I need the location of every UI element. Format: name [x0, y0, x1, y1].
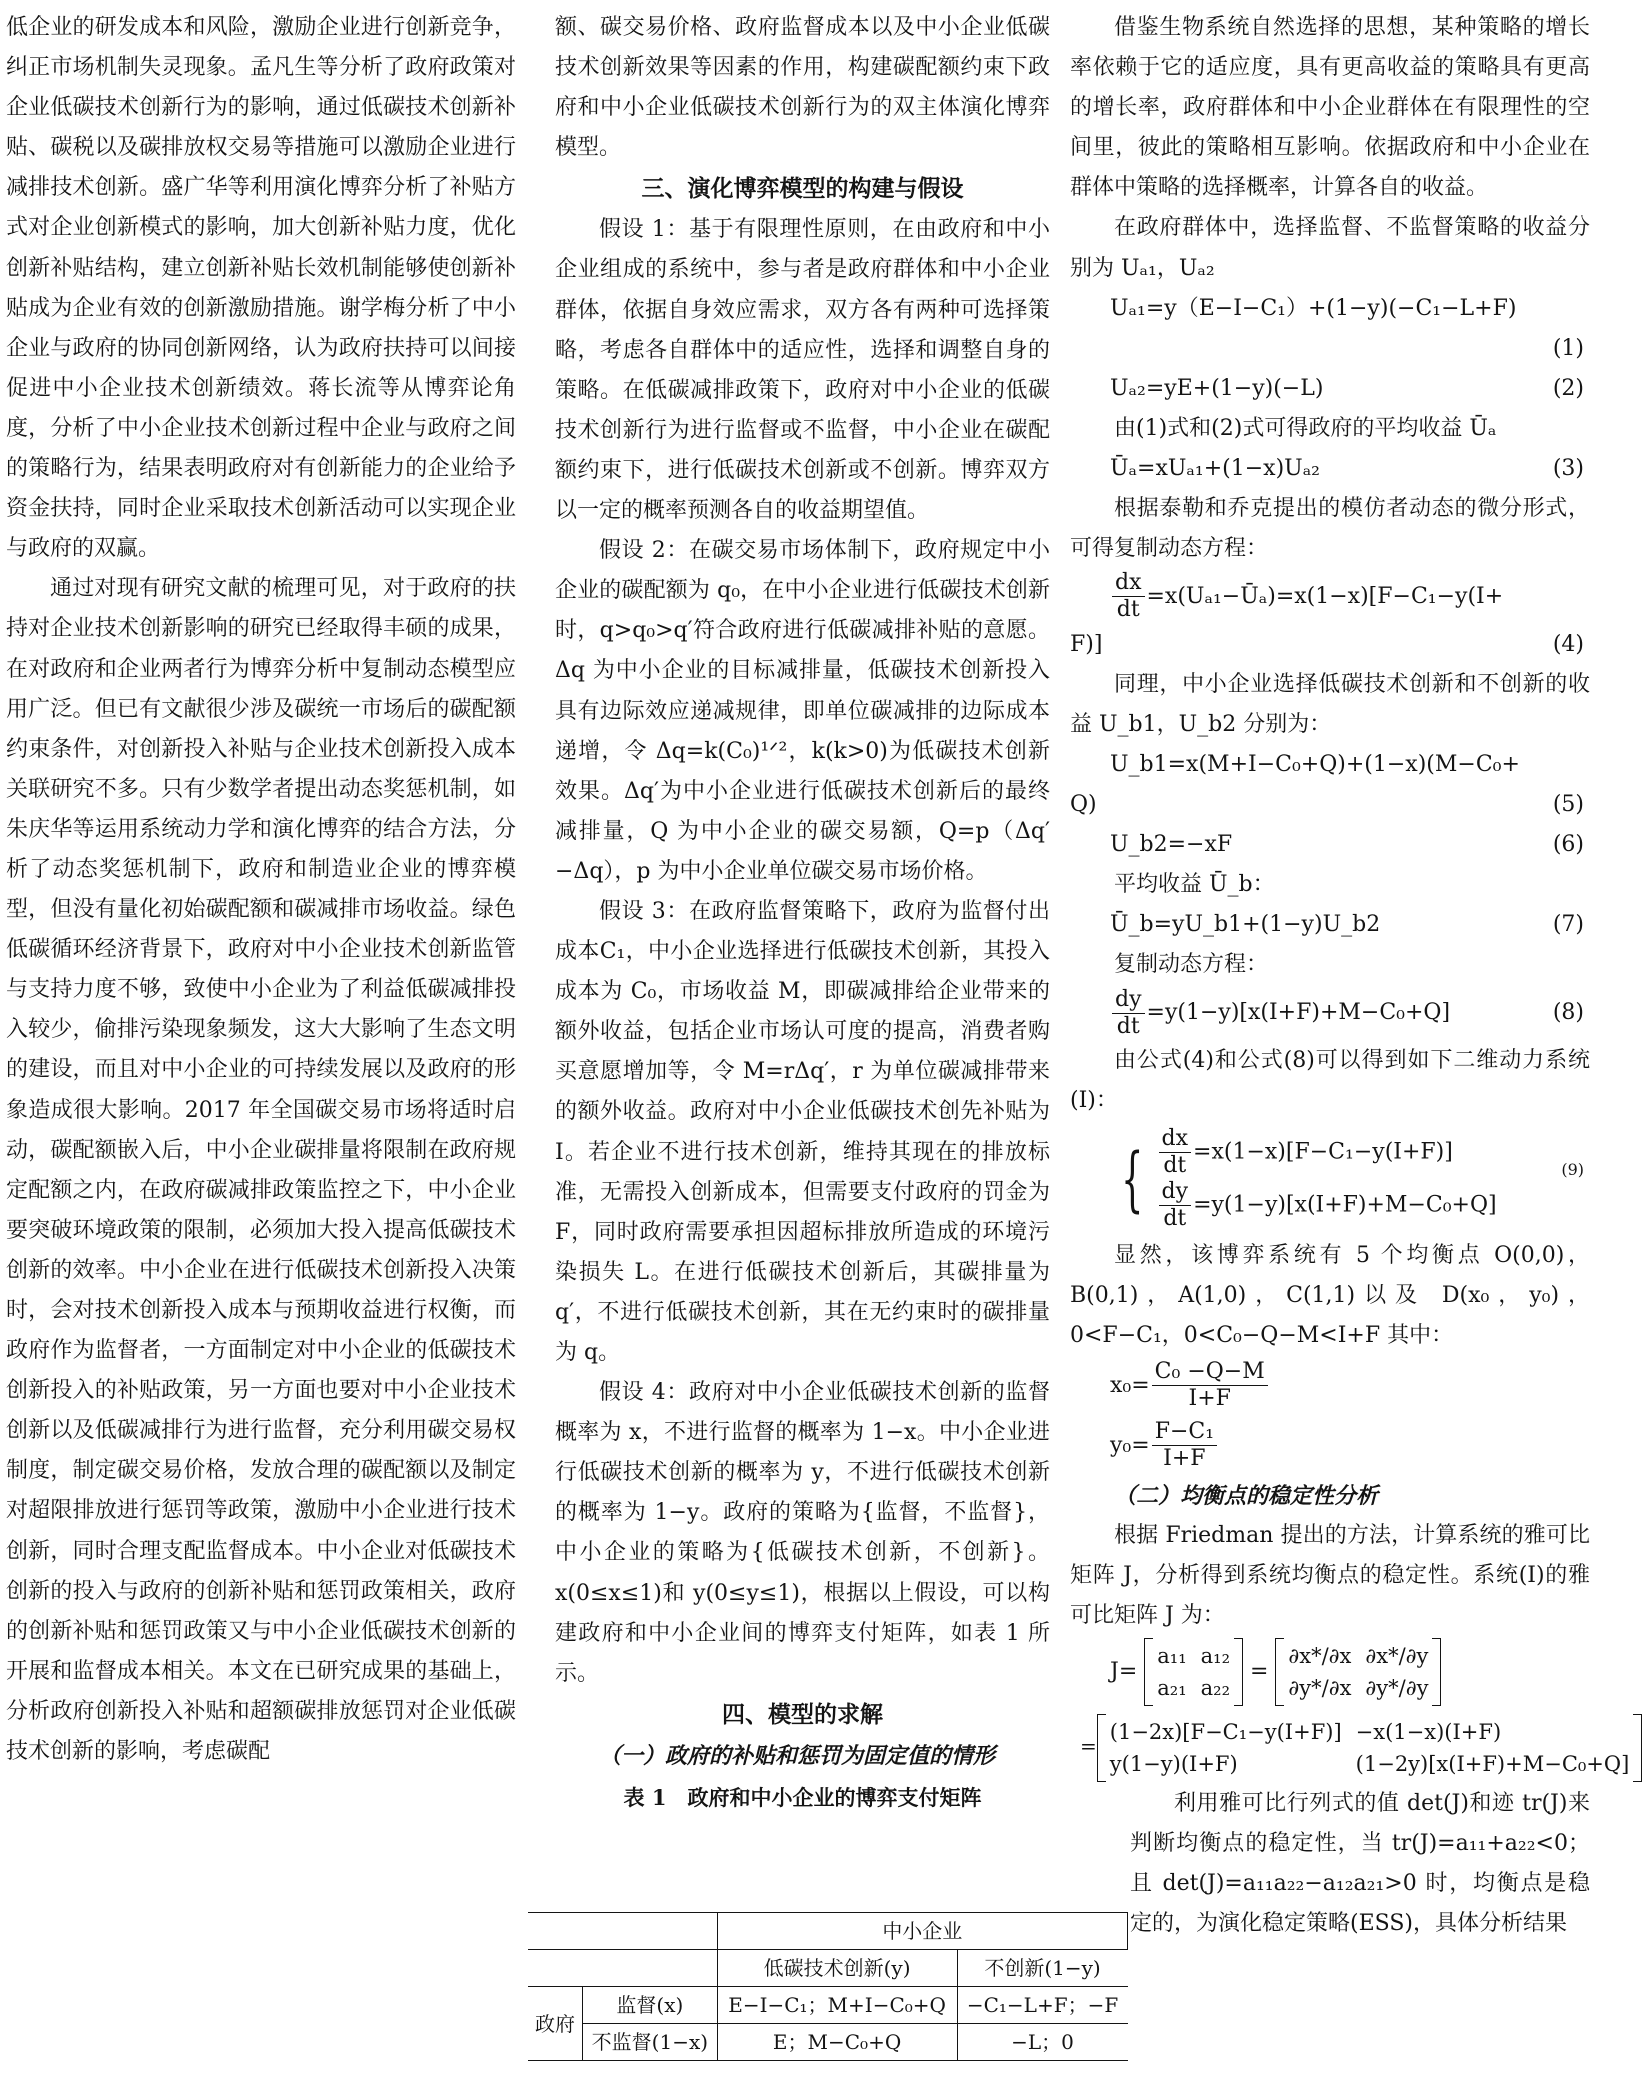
table-cell: −C₁−L+F；−F [957, 1987, 1127, 2024]
table-corner-cell [528, 1913, 717, 1950]
paragraph-literature-review: 低企业的研发成本和风险，激励企业进行创新竞争，纠正市场机制失灵现象。孟凡生等分析了政府政策对企业低碳技术创新行为的影响，通过低碳技术创新补贴、碳税以及碳排放权交易等措施可以激励企业进行减排技术创新。盛广华等利用演化博弈分析了补贴方式对企业创新模式的影响，加大创新补贴力度，优化创新补贴结构，建立创新补贴长效机制能够使创新补贴成为企业有效的创新激励措施。谢学梅分析了中小企业与政府的协同创新网络，认为政府扶持可以间接促进中小企业技术创新绩效。蒋长流等从博弈论角度，分析了中小企业技术创新过程中企业与政府之间的策略行为，结果表明政府对有创新能力的企业给予资金扶持，同时企业采取技术创新活动可以实现企业与政府的双赢。 [6, 15, 516, 562]
subsection-heading-2: （二）均衡点的稳定性分析 [1114, 1482, 1379, 1509]
paragraph-replicator-intro: 根据泰勒和乔克提出的模仿者动态的微分形式，可得复制动态方程： [1070, 495, 1590, 561]
paragraph-hypothesis-3: 假设 3：在政府监督策略下，政府为监督付出成本C₁，中小企业选择进行低碳技术创新，其投入成本为 C₀，市场收益 M，即碳减排给企业带来的额外收益，包括企业市场认可度的提高，消费者购买意愿增加等，令 M=rΔq′，r 为单位碳减排带来的额外收益。政府对中小企业低碳技术创先补贴为I。若企业不进行技术创新，维持其现在的排放标准，无需投入创新成本，但需要支付政府的罚金为 F，同时政府需要承担因超标排放所造成的环境污染损失 L。在进行低碳技术创新后，其碳排量为 q′，不进行低碳技术创新，其在无约束时的碳排量为 q。 [555, 898, 1050, 1365]
table-row [528, 1950, 1128, 1987]
equation-y0: y₀= $\frac{\text{F−C₁}}{I+F}$ [1070, 1416, 1590, 1476]
fraction-dx-dt: $\frac{dx}{dt}$ [1112, 570, 1145, 623]
left-brace: { [1121, 1137, 1144, 1220]
paragraph-research-gap: 通过对现有研究文献的梳理可见，对于政府的扶持对企业技术创新影响的研究已经取得丰硕的成果，在对政府和企业两者行为博弈分析中复制动态模型应用广泛。但已有文献很少涉及碳统一市场后的碳配额约束条件，对创新投入补贴与企业技术创新投入成本关联研究不多。只有少数学者提出动态奖惩机制，如朱庆华等运用系统动力学和演化博弈的结合方法，分析了动态奖惩机制下，政府和制造业企业的博弈模型，但没有量化初始碳配额和碳减排市场收益。绿色低碳循环经济背景下，政府对中小企业技术创新监管与支持力度不够，致使中小企业为了利益低碳减排投入较少，偷排污染现象频发，这大大影响了生态文明的建设，而且对中小企业的可持续发展以及政府的形象造成很大影响。2017 年全国碳交易市场将适时启动，碳配额嵌入后，中小企业碳排量将限制在政府规定配额之内，在政府碳减排政策监控之下，中小企业要突破环境政策的限制，必须加大投入提高低碳技术创新的效率。中小企业在进行低碳技术创新投入决策时，会对技术创新投入成本与预期收益进行权衡，而政府作为监督者，一方面制定对中小企业的低碳技术创新投入的补贴政策，另一方面也要对中小企业技术创新以及低碳减排行为进行监督，充分利用碳交易权制度，制定碳交易价格，发放合理的碳配额以及制定对超限排放进行惩罚等政策，激励中小企业进行技术创新，同时合理支配监督成本。中小企业对低碳技术创新的投入与政府的创新补贴和惩罚政策相关，政府的创新补贴和惩罚政策又与中小企业低碳技术创新的开展和监督成本相关。本文在已研究成果的基础上，分析政府创新投入补贴和超额碳排放惩罚对企业低碳技术创新的影响，考虑碳配 [6, 576, 516, 1765]
table-header-sme: 中小企业 [717, 1913, 1127, 1950]
equation-7: Ū_b=yU_b1+(1−y)U_b2 (7) [1110, 912, 1584, 938]
paragraph-sme-payoffs: 同理，中小企业选择低碳技术创新和不创新的收益 U_b1，U_b2 分别为： [1070, 671, 1590, 738]
table-row [528, 1913, 1128, 1950]
equation-5-continued: Q) (5) [1070, 792, 1584, 818]
equation-8: $\frac{dy}{dt}$ =y(1−y)[x(I+F)+M−C₀+Q] (8) [1070, 985, 1590, 1041]
jacobian-expanded: = (1−2x)[F−C₁−y(I+F)] −x(1−x)(I+F) y(1−y)(I+F) (1−2y)[x(I+F)+M−C₀+Q] [1070, 1708, 1590, 1784]
column-middle [555, 8, 1050, 1816]
table-row-supervise: 监督(x) [583, 1987, 718, 2024]
equation-9-number: (9) [1561, 1159, 1584, 1179]
equation-system-9 [1070, 1126, 1590, 1232]
table-header-gov: 政府 [528, 1987, 583, 2061]
paragraph-model-intro: 额、碳交易价格、政府监督成本以及中小企业低碳技术创新效果等因素的作用，构建碳配额约束下政府和中小企业低碳技术创新行为的双主体演化博弈模型。 [555, 15, 1050, 161]
table-row-no-supervise: 不监督(1−x) [583, 2024, 718, 2061]
table-cell: E−I−C₁；M+I−C₀+Q [717, 1987, 957, 2024]
paragraph-sme-average: 平均收益 Ū_b： [1114, 872, 1275, 898]
paragraph-stability-criteria: 利用雅可比行列式的值 det(J)和迹 tr(J)来判断均衡点的稳定性，当 tr(J)=a₁₁+a₂₂<0；且 det(J)=a₁₁a₂₂−a₁₂a₂₁>0 时，均衡点是稳定的，为演化稳定策略(ESS)，具体分析结果 [1130, 1791, 1590, 1937]
equation-6: U_b2=−xF (6) [1110, 832, 1584, 858]
table-row [528, 2024, 1128, 2061]
equation-1: Uₐ₁=y（E−I−C₁）+(1−y)(−C₁−L+F) [1110, 295, 1517, 321]
table-caption: 表 1 政府和中小企业的博弈支付矩阵 [623, 1784, 982, 1810]
table-cell: E；M−C₀+Q [717, 2024, 957, 2061]
equation-x0: x₀= $\frac{\text{C₀ −Q−M}}{I+F}$ [1070, 1356, 1590, 1416]
paragraph-dynamic-system: 由公式(4)和公式(8)可以得到如下二维动力系统(I)： [1070, 1048, 1590, 1114]
table-empty-cell [528, 1950, 717, 1987]
fraction-dy-dt: $\frac{dy}{dt}$ [1112, 987, 1145, 1040]
paragraph-jacobian-intro: 根据 Friedman 提出的方法，计算系统的雅可比矩阵 J，分析得到系统均衡点的稳定性。系统(I)的雅可比矩阵 J 为： [1070, 1522, 1590, 1628]
paragraph-hypothesis-1: 假设 1：基于有限理性原则，在由政府和中小企业组成的系统中，参与者是政府群体和中小企业群体，依据自身效应需求，双方各有两种可选择策略，考虑各自群体中的适应性，选择和调整自身的策略。在低碳减排政策下，政府对中小企业的低碳技术创新行为进行监督或不监督，中小企业在碳配额约束下，进行低碳技术创新或不创新。博弈双方以一定的概率预测各自的收益期望值。 [555, 217, 1050, 524]
table-cell: −L；0 [957, 2024, 1127, 2061]
equation-3: Ūₐ=xUₐ₁+(1−x)Uₐ₂ (3) [1110, 455, 1584, 481]
section-heading-4: 四、模型的求解 [722, 1700, 883, 1728]
section-heading-3: 三、演化博弈模型的构建与假设 [641, 175, 964, 203]
column-left [6, 8, 516, 1772]
paragraph-equilibria: 显然，该博弈系统有 5 个均衡点 O(0,0)，B(0,1)，A(1,0)，C(1,1)以及 D(x₀，y₀)，0<F−C₁，0<C₀−Q−M<I+F 其中： [1070, 1242, 1590, 1348]
paragraph-replicator-sme: 复制动态方程： [1114, 952, 1269, 978]
paragraph-natural-selection: 借鉴生物系统自然选择的思想，某种策略的增长率依赖于它的适应度，具有更高收益的策略具有更高的增长率，政府群体和中小企业群体在有限理性的空间里，彼此的策略相互影响。依据政府和中小企业在群体中策略的选择概率，计算各自的收益。 [1070, 15, 1590, 201]
table-header-no-innovate: 不创新(1−y) [957, 1950, 1127, 1987]
subsection-heading-1: （一）政府的补贴和惩罚为固定值的情形 [599, 1742, 996, 1769]
equation-1-number-line: (1) [1552, 335, 1584, 361]
table-header-innovate: 低碳技术创新(y) [717, 1950, 957, 1987]
equation-4: $\frac{dx}{dt}$ =x(Uₐ₁−Ūₐ)=x(1−x)[F−C₁−y(I+ [1070, 569, 1590, 625]
paragraph-gov-average: 由(1)式和(2)式可得政府的平均收益 Ūₐ [1114, 415, 1497, 441]
system-row-1: $\frac{dx}{dt}$ =x(1−x)[F−C₁−y(I+F)] [1157, 1126, 1497, 1179]
column-right [1070, 8, 1630, 1944]
paragraph-hypothesis-4: 假设 4：政府对中小企业低碳技术创新的监督概率为 x，不进行监督的概率为 1−x。中小企业进行低碳技术创新的概率为 y，不进行低碳技术创新的概率为 1−y。政府的策略为{监督，不监督}，中小企业的策略为{低碳技术创新，不创新}。x(0≤x≤1)和 y(0≤y≤1)，根据以上假设，可以构建政府和中小企业间的博弈支付矩阵，如表 1 所示。 [555, 1380, 1050, 1686]
payoff-matrix-table [528, 1912, 1128, 2061]
paragraph-gov-payoffs: 在政府群体中，选择监督、不监督策略的收益分别为 Uₐ₁，Uₐ₂ [1070, 215, 1590, 281]
jacobian-definition: J= a₁₁ a₁₂ a₂₁ a₂₂ = ∂x*/∂x ∂x*/∂y ∂y*/∂x ∂y*/∂y [1070, 1636, 1590, 1708]
equation-2: Uₐ₂=yE+(1−y)(−L) (2) [1110, 375, 1584, 401]
paragraph-hypothesis-2: 假设 2：在碳交易市场体制下，政府规定中小企业的碳配额为 q₀，在中小企业进行低碳技术创新时，q>q₀>q′符合政府进行低碳减排补贴的意愿。Δq 为中小企业的目标减排量，低碳技术创新投入具有边际效应递减规律，即单位碳减排的边际成本递增，令 Δq=k(C₀)¹ᐟ²，k(k>0)为低碳技术创新效果。Δq′为中小企业进行低碳技术创新后的最终减排量，Q 为中小企业的碳交易额，Q=p（Δq′−Δq），p 为中小企业单位碳交易市场价格。 [555, 538, 1050, 884]
system-row-2: $\frac{dy}{dt}$ =y(1−y)[x(I+F)+M−C₀+Q] [1157, 1179, 1497, 1232]
equation-5: U_b1=x(M+I−C₀+Q)+(1−x)(M−C₀+ [1110, 752, 1520, 778]
table-row [528, 1987, 1128, 2024]
equation-4-continued: F)] (4) [1070, 631, 1584, 657]
